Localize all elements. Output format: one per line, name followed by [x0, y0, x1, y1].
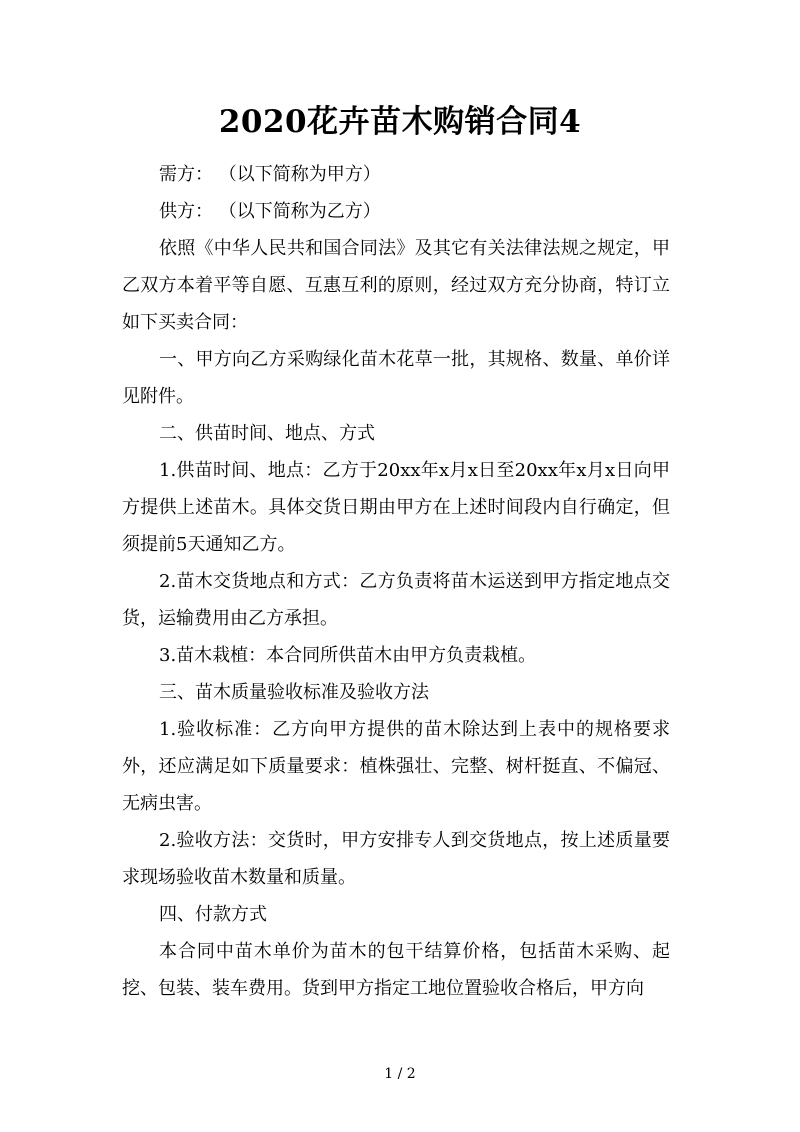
paragraph-buyer: 需方： （以下简称为甲方）: [159, 164, 381, 185]
paragraph-preamble: 依照《中华人民共和国合同法》及其它有关法律法规之规定，甲乙双方本着平等自愿、互惠互利的原则，经过双方充分协商，特订立如下买卖合同：: [122, 238, 670, 333]
document-title: 2020花卉苗木购销合同4: [218, 104, 582, 140]
clause-4-1: 本合同中苗木单价为苗木的包干结算价格，包括苗木采购、起挖、包装、装车费用。货到甲方指定工地位置验收合格后，甲方向: [122, 941, 670, 999]
clause-2-1: 1.供苗时间、地点：乙方于20xx年x月x日至20xx年x月x日向甲方提供上述苗木。具体交货日期由甲方在上述时间段内自行确定，但须提前5天通知乙方。: [122, 460, 670, 555]
document-body: [122, 156, 670, 1007]
section-heading-3: 三、苗木质量验收标准及验收方法: [159, 682, 429, 703]
section-heading-2: 二、供苗时间、地点、方式: [159, 423, 375, 444]
page-number: 1 / 2: [384, 1066, 416, 1082]
clause-3-1: 1.验收标准：乙方向甲方提供的苗木除达到上表中的规格要求外，还应满足如下质量要求：植株强壮、完整、树杆挺直、不偏冠、无病虫害。: [122, 719, 670, 814]
clause-2-3: 3.苗木栽植：本合同所供苗木由甲方负责栽植。: [159, 645, 537, 666]
clause-2-2: 2.苗木交货地点和方式：乙方负责将苗木运送到甲方指定地点交货，运输费用由乙方承担。: [122, 571, 670, 629]
paragraph-supplier: 供方： （以下简称为乙方）: [159, 201, 381, 222]
clause-3-2: 2.验收方法：交货时，甲方安排专人到交货地点，按上述质量要求现场验收苗木数量和质量。: [122, 830, 670, 888]
clause-1: 一、甲方向乙方采购绿化苗木花草一批，其规格、数量、单价详见附件。: [122, 349, 670, 407]
section-heading-4: 四、付款方式: [159, 904, 267, 925]
